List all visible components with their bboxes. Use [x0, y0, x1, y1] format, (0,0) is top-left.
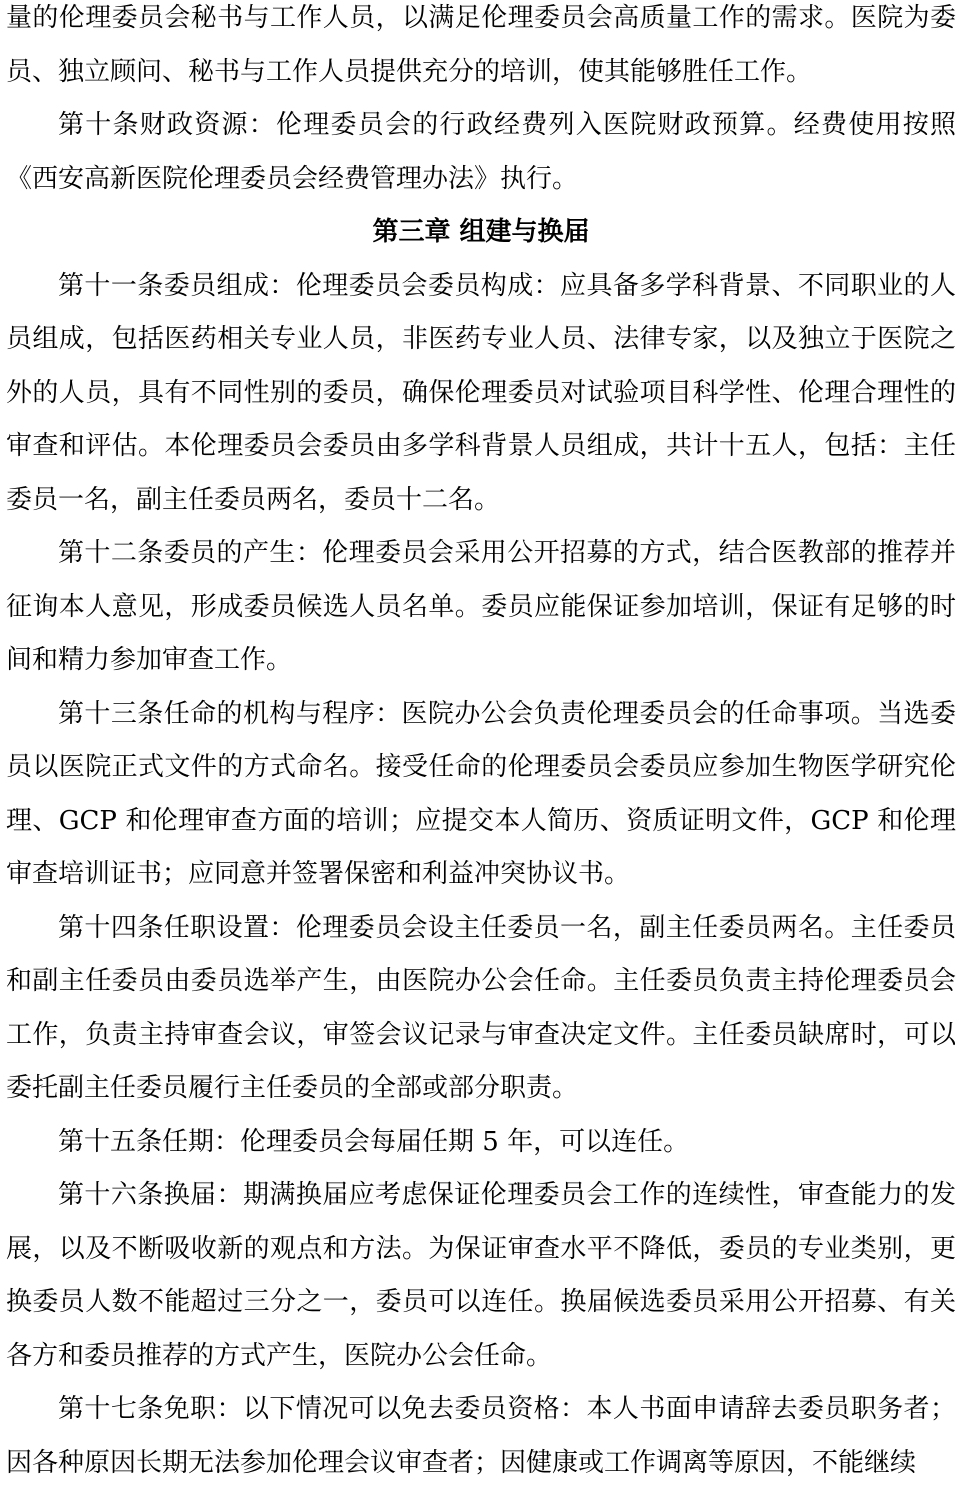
paragraph-article-11: 第十一条委员组成：伦理委员会委员构成：应具备多学科背景、不同职业的人员组成，包括医药相关专业人员，非医药专业人员、法律专家，以及独立于医院之外的人员，具有不同性别的委员，确保伦理委员对试验项目科学性、伦理合理性的审查和评估。本伦理委员会委员由多学科背景人员组成，共计十五人，包括：主任委员一名，副主任委员两名，委员十二名。: [6, 270, 956, 515]
paragraph-article-14: 第十四条任职设置：伦理委员会设主任委员一名，副主任委员两名。主任委员和副主任委员由委员选举产生，由医院办公会任命。主任委员负责主持伦理委员会工作，负责主持审查会议，审签会议记录与审查决定文件。主任委员缺席时，可以委托副主任委员履行主任委员的全部或部分职责。: [6, 912, 956, 1103]
paragraph-article-12: 第十二条委员的产生：伦理委员会采用公开招募的方式，结合医教部的推荐并征询本人意见，形成委员候选人员名单。委员应能保证参加培训，保证有足够的时间和精力参加审查工作。: [6, 538, 956, 675]
document-page: [6, 0, 956, 1490]
paragraph-article-13: 第十三条任命的机构与程序：医院办公会负责伦理委员会的任命事项。当选委员以医院正式文件的方式命名。接受任命的伦理委员会委员应参加生物医学研究伦理、GCP 和伦理审查方面的培训；应提交本人简历、资质证明文件，GCP 和伦理审查培训证书；应同意并签署保密和利益冲突协议书。: [6, 698, 956, 889]
paragraph-article-17: 第十七条免职：以下情况可以免去委员资格：本人书面申请辞去委员职务者；因各种原因长期无法参加伦理会议审查者；因健康或工作调离等原因，不能继续: [6, 1394, 956, 1478]
paragraph-article-16: 第十六条换届：期满换届应考虑保证伦理委员会工作的连续性，审查能力的发展，以及不断吸收新的观点和方法。为保证审查水平不降低，委员的专业类别，更换委员人数不能超过三分之一，委员可以连任。换届候选委员采用公开招募、有关各方和委员推荐的方式产生，医院办公会任命。: [6, 1180, 956, 1371]
paragraph-article-10: 第十条财政资源：伦理委员会的行政经费列入医院财政预算。经费使用按照《西安高新医院伦理委员会经费管理办法》执行。: [6, 110, 956, 194]
paragraph-article-15: 第十五条任期：伦理委员会每届任期 5 年，可以连任。: [58, 1126, 690, 1157]
paragraph-continued: 量的伦理委员会秘书与工作人员，以满足伦理委员会高质量工作的需求。医院为委员、独立顾问、秘书与工作人员提供充分的培训，使其能够胜任工作。: [6, 3, 956, 87]
chapter-heading: 第三章 组建与换届: [372, 217, 590, 247]
